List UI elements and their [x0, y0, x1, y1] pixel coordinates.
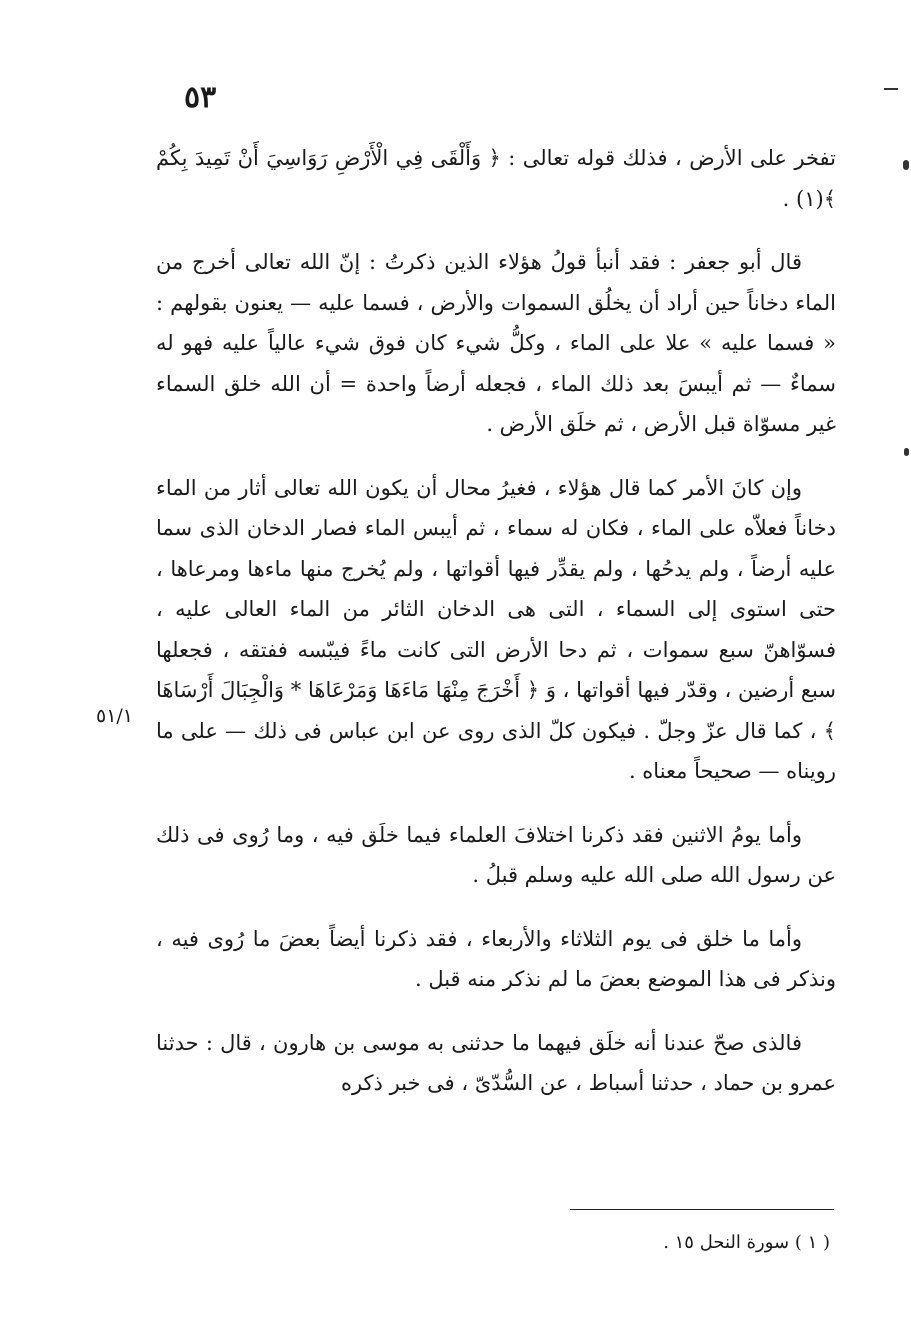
- footnote-divider: [570, 1209, 834, 1210]
- paragraph: قال أبو جعفر : فقد أنبأ قولُ هؤلاء الذين ذكرتُ : إنّ الله تعالى أخرج من الماء دخاناً حين أراد أن يخلُق السموات والأرض ، فسما عليه — يعنون بقولهم : « فسما عليه » علا على الماء ، وكلُّ شيء كان فوق شيء عالياً عليه فهو له سماءٌ — ثم أيبسَ بعد ذلك الماء ، فجعله أرضاً واحدة = أن الله خلق السماء غير مسوّاة قبل الأرض ، ثم خلَق الأرض .: [156, 250, 836, 436]
- main-text: [156, 138, 836, 1127]
- footnote: ( ١ ) سورة النحل ١٥ .: [663, 1232, 830, 1253]
- paragraph: وأما ما خلق فى يوم الثلاثاء والأربعاء ، فقد ذكرنا أيضاً بعضَ ما رُوى فيه ، ونذكر فى هذا الموضع بعضَ ما لم نذكر منه قبل .: [156, 926, 836, 991]
- paragraph: وإن كانَ الأمر كما قال هؤلاء ، فغيرُ محال أن يكون الله تعالى أثار من الماء دخاناً فعلاّه على الماء ، فكان له سماء ، ثم أيبس الماء فصار الدخان الذى سما عليه أرضاً ، ولم يدحُها ، ولم يقدِّر فيها أقواتها ، ولم يُخرج منها ماءها ومرعاها ، حتى استوى إلى السماء ، التى هى الدخان الثائر من الماء العالى عليه ، فسوّاهنّ سبع سموات ، ثم دحا الأرض التى كانت ماءً فيبّسه ففتقه ، فجعلها سبع أرضين ، وقدّر فيها أقواتها ، وَ ﴿ أَخْرَجَ مِنْهَا مَاءَهَا وَمَرْعَاهَا * وَالْجِبَالَ أَرْسَاهَا ﴾ ، كما قال عزّ وجلّ . فيكون كلّ الذى روى عن ابن عباس فى ذلك — على ما رويناه — صحيحاً معناه .: [156, 475, 836, 783]
- edge-mark-top: [884, 88, 898, 90]
- edge-mark-dot-upper: [903, 160, 909, 170]
- paragraph: فالذى صحّ عندنا أنه خلَق فيهما ما حدثنى به موسى بن هارون ، قال : حدثنا عمرو بن حماد ، حدثنا أسباط ، عن السُّدّىّ ، فى خبر ذكره: [156, 1030, 836, 1095]
- margin-reference: ٥١/١: [96, 705, 134, 727]
- paragraph: تفخر على الأرض ، فذلك قوله تعالى : ﴿ وَأَلْقَى فِي الْأَرْضِ رَوَاسِيَ أَنْ تَمِيدَ بِكُمْ ﴾(١) .: [156, 146, 836, 211]
- paragraph: وأما يومُ الاثنين فقد ذكرنا اختلافَ العلماء فيما خلَق فيه ، وما رُوى فى ذلك عن رسول الله صلى الله عليه وسلم قبلُ .: [156, 822, 836, 887]
- page-number: ٥٣: [184, 80, 217, 115]
- edge-mark-dot-lower: [904, 448, 909, 456]
